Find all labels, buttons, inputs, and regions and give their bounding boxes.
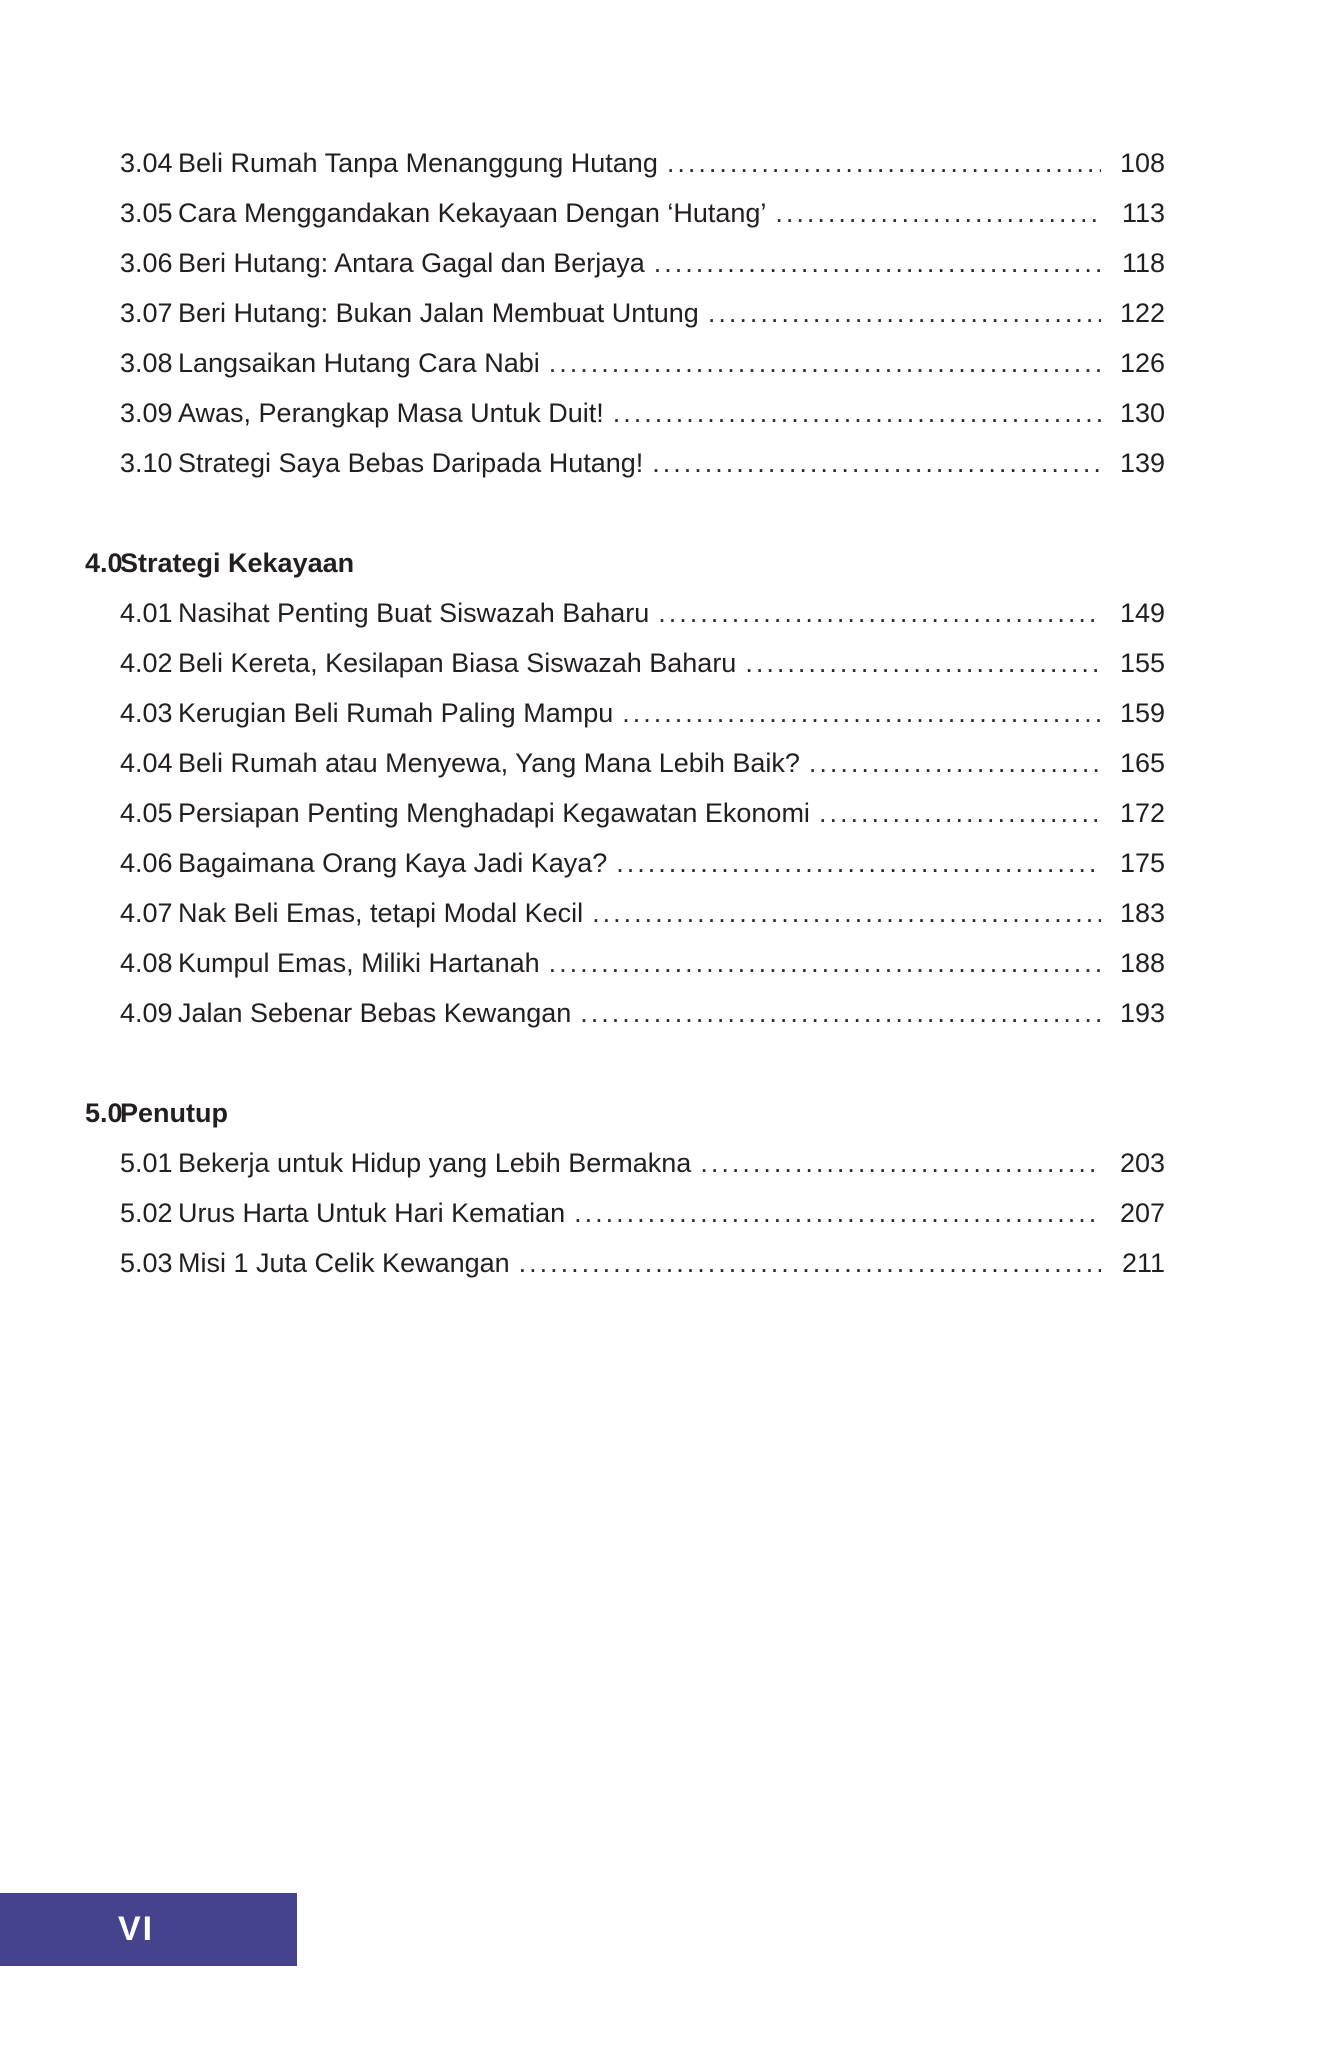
toc-entry-number: 4.03	[120, 698, 173, 728]
toc-entry	[120, 938, 1165, 988]
toc-entry-number: 3.05	[120, 198, 173, 228]
toc-entry-title: Nak Beli Emas, tetapi Modal Kecil	[178, 898, 584, 928]
toc-entry-number: 4.08	[120, 948, 173, 978]
toc-dot-leader	[654, 238, 1101, 288]
toc-entry	[120, 438, 1165, 488]
toc-entry	[120, 288, 1165, 338]
toc-entry-title: Beli Kereta, Kesilapan Biasa Siswazah Baharu	[178, 648, 737, 678]
toc-entry-title: Nasihat Penting Buat Siswazah Baharu	[178, 598, 650, 628]
toc-entry-page: 118	[1121, 248, 1165, 278]
toc-dot-leader	[819, 788, 1101, 838]
toc-entry	[120, 1138, 1165, 1188]
toc-dot-leader	[613, 388, 1101, 438]
toc-dot-leader	[580, 988, 1101, 1038]
toc-entry-title: Kumpul Emas, Miliki Hartanah	[178, 948, 540, 978]
toc-section-heading	[85, 538, 1165, 588]
toc-entry	[120, 988, 1165, 1038]
toc-entry-number: 4.07	[120, 898, 173, 928]
toc-entry	[120, 788, 1165, 838]
toc-entry-page: 193	[1119, 998, 1165, 1028]
toc-entry-title: Kerugian Beli Rumah Paling Mampu	[178, 698, 614, 728]
toc-dot-leader	[775, 188, 1101, 238]
toc-entry-page: 126	[1119, 348, 1165, 378]
toc-dot-leader	[616, 838, 1101, 888]
toc-dot-leader	[700, 1138, 1101, 1188]
toc-entry-page: 188	[1119, 948, 1165, 978]
page-number-footer	[0, 1893, 297, 1966]
toc-entry-number: 4.05	[120, 798, 173, 828]
toc-entry-page: 122	[1119, 298, 1165, 328]
toc-dot-leader	[809, 738, 1101, 788]
toc-entry-title: Bekerja untuk Hidup yang Lebih Bermakna	[178, 1148, 692, 1178]
toc-entry-page: 108	[1119, 148, 1165, 178]
toc-entry-number: 4.09	[120, 998, 173, 1028]
toc-dot-leader	[574, 1188, 1101, 1238]
toc-entry-number: 5.01	[120, 1148, 173, 1178]
toc-entry	[120, 738, 1165, 788]
toc-dot-leader	[745, 638, 1101, 688]
toc-entry-page: 155	[1119, 648, 1165, 678]
toc-entry	[120, 1238, 1165, 1288]
toc-dot-leader	[549, 938, 1101, 988]
toc-section-title: Penutup	[120, 1098, 228, 1128]
toc-entry-title: Beri Hutang: Bukan Jalan Membuat Untung	[178, 298, 699, 328]
toc-entry-number: 5.03	[120, 1248, 173, 1278]
toc-entry-page: 207	[1119, 1198, 1165, 1228]
toc-entry-title: Misi 1 Juta Celik Kewangan	[178, 1248, 510, 1278]
toc-entry-number: 3.06	[120, 248, 173, 278]
toc-dot-leader	[592, 888, 1101, 938]
toc-entry-page: 159	[1119, 698, 1165, 728]
toc-entry	[120, 638, 1165, 688]
toc-entry-title: Persiapan Penting Menghadapi Kegawatan Ekonomi	[178, 798, 810, 828]
toc-dot-leader	[708, 288, 1101, 338]
toc-entry-title: Beri Hutang: Antara Gagal dan Berjaya	[178, 248, 645, 278]
toc-entry	[120, 138, 1165, 188]
toc-entry	[120, 588, 1165, 638]
toc-section-heading	[85, 1088, 1165, 1138]
toc-entry-page: 172	[1119, 798, 1165, 828]
toc-entry	[120, 688, 1165, 738]
toc-section-title: Strategi Kekayaan	[120, 548, 355, 578]
toc-entry-page: 113	[1121, 198, 1165, 228]
toc-entry-title: Urus Harta Untuk Hari Kematian	[178, 1198, 566, 1228]
page-number-label: VI	[118, 1910, 155, 1948]
toc-entry-page: 139	[1119, 448, 1165, 478]
toc-entry	[120, 388, 1165, 438]
toc-entry-number: 3.04	[120, 148, 173, 178]
toc-entry-title: Awas, Perangkap Masa Untuk Duit!	[178, 398, 604, 428]
toc-entry-number: 3.07	[120, 298, 173, 328]
toc-dot-leader	[652, 438, 1101, 488]
toc-entry-title: Cara Menggandakan Kekayaan Dengan ‘Hutang’	[178, 198, 767, 228]
toc-entry-number: 3.09	[120, 398, 173, 428]
toc-entry-number: 4.06	[120, 848, 173, 878]
toc-entry-page: 149	[1119, 598, 1165, 628]
toc-dot-leader	[622, 688, 1101, 738]
toc-section-number: 5.0	[85, 1098, 123, 1128]
toc-entry	[120, 888, 1165, 938]
toc-entry-page: 130	[1119, 398, 1165, 428]
toc-entry-title: Jalan Sebenar Bebas Kewangan	[178, 998, 572, 1028]
toc-dot-leader	[549, 338, 1101, 388]
toc-entry-title: Langsaikan Hutang Cara Nabi	[178, 348, 540, 378]
toc-entry-title: Beli Rumah Tanpa Menanggung Hutang	[178, 148, 658, 178]
table-of-contents	[0, 138, 1324, 1288]
toc-entry-number: 5.02	[120, 1198, 173, 1228]
toc-dot-leader	[658, 588, 1101, 638]
toc-dot-leader	[519, 1238, 1101, 1288]
toc-section-number: 4.0	[85, 548, 123, 578]
toc-entry-page: 175	[1119, 848, 1165, 878]
toc-dot-leader	[667, 138, 1101, 188]
toc-entry-number: 4.04	[120, 748, 173, 778]
toc-entry	[120, 838, 1165, 888]
toc-entry-title: Strategi Saya Bebas Daripada Hutang!	[178, 448, 644, 478]
toc-entry-page: 183	[1119, 898, 1165, 928]
toc-entry	[120, 238, 1165, 288]
toc-entry-number: 4.02	[120, 648, 173, 678]
toc-entry-title: Bagaimana Orang Kaya Jadi Kaya?	[178, 848, 608, 878]
toc-entry	[120, 188, 1165, 238]
toc-entry	[120, 1188, 1165, 1238]
toc-entry-title: Beli Rumah atau Menyewa, Yang Mana Lebih Baik?	[178, 748, 800, 778]
toc-entry-page: 211	[1121, 1248, 1165, 1278]
toc-entry-number: 4.01	[120, 598, 173, 628]
toc-entry	[120, 338, 1165, 388]
toc-entry-number: 3.10	[120, 448, 173, 478]
toc-entry-page: 203	[1119, 1148, 1165, 1178]
toc-entry-page: 165	[1119, 748, 1165, 778]
toc-entry-number: 3.08	[120, 348, 173, 378]
